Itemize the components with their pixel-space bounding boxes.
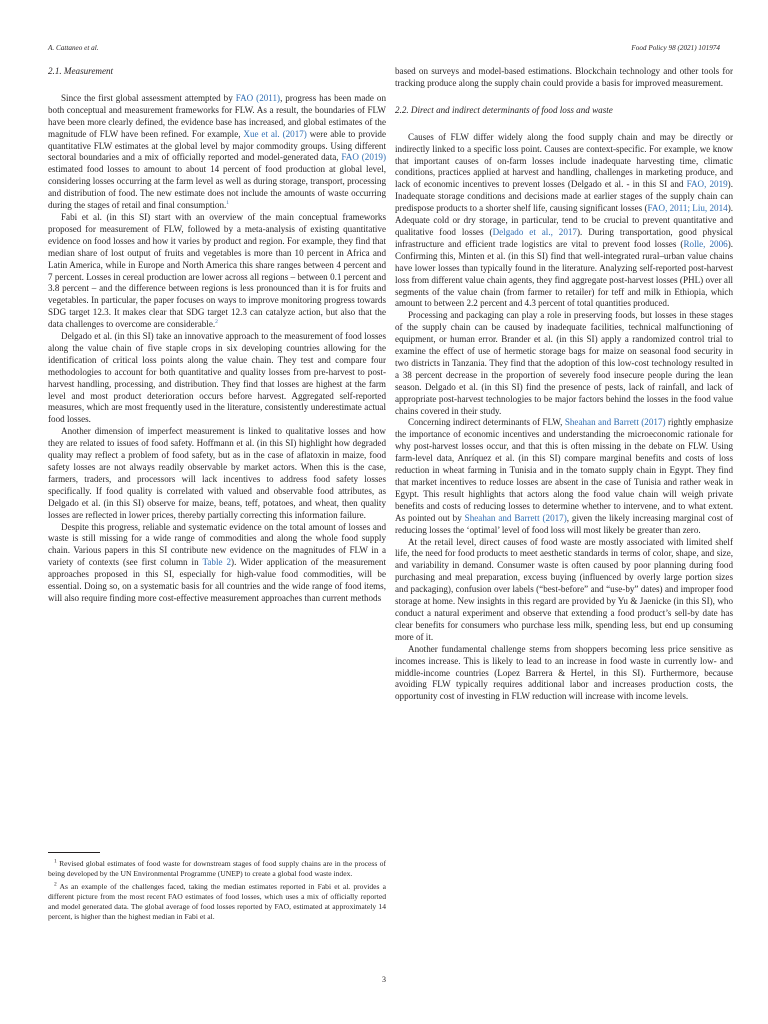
paragraph: Causes of FLW differ widely along the food supply chain and may be directly or indirectly linked to a specific loss point. Causes are context-specific. For example, we know that important causes of on-farm losses include inadequate harvesting time, climatic conditions, practices applied at harvest and handling, challenges in marketing produce, and lack of economic incentives to prevent losses (Delgado et al. - in this SI and FAO, 2019). Inadequate storage conditions and decisions made at earlier stages of the supply chain can predispose products to a shorter shelf life, causing significant losses (FAO, 2011; Liu, 2014). Adequate cold or dry storage, in particular, tend to be crucial to prevent quantitative and qualitative food losses (Delgado et al., 2017). During transportation, good physical infrastructure and efficient trade logistics are vital to prevent food losses (Rolle, 2006). Confirming this, Minten et al. (in this SI) find that well-integrated rural–urban value chains have lower losses than typically found in the literature. Analyzing self-reported post-harvest loss from different value chain agents, they find aggregate post-harvest losses (PHL) over all segments of the value chain (from farmer to retailer) for teff and milk in Ethiopia, which amount to between 2.2 percent and 4.3 percent of total quantities produced. — [395, 131, 734, 309]
left-column — [48, 66, 386, 605]
paragraph: Delgado et al. (in this SI) take an innovative approach to the measurement of food losses along the value chain of five staple crops in six developing countries allowing for the identification of critical loss points along the value chain. They test and compare four methodologies to account for both quantitative and quality losses from pre-harvest to post-harvest handling, processing, and distribution. They find that losses are highest at the farm level and most product deterioration occurs before harvest. Aggregated self-reported measures, which are most frequently used in the literature, consistently underestimate actual food losses. — [48, 331, 386, 425]
footnotes — [48, 852, 386, 925]
paragraph: Concerning indirect determinants of FLW, Sheahan and Barrett (2017) rightly emphasize the importance of economic incentives and understanding the microeconomic rationale for why post-harvest losses occur, and that this is often missing in the debate on FLW. Using farm-level data, Anríquez et al. (in this SI) compare marginal benefits and costs of loss reduction in wheat farming in Tunisia and in the tomato supply chain in Egypt. They find that market incentives to reduce losses are absent in the case of Tunisia and rather weak in Egypt. This result highlights that actors along the food value chain will weigh private benefits and costs of reducing losses to determine whether to intervene, and to what extent. As pointed out by Sheahan and Barrett (2017), given the likely increasing marginal cost of reducing losses the ‘optimal’ level of food loss will most likely be greater than zero. — [395, 417, 734, 535]
citation-link[interactable]: FAO (2011) — [235, 92, 281, 103]
citation-link[interactable]: Xue et al. (2017) — [243, 128, 307, 139]
citation-link[interactable]: Sheahan and Barrett (2017) — [564, 417, 666, 428]
paragraph: Despite this progress, reliable and systematic evidence on the total amount of losses and waste is still missing for a wide range of commodities and along the whole food supply chain. Various papers in this SI contribute new evidence on the magnitudes of FLW in a variety of contexts (see first column in Table 2). Wider application of the measurement approaches proposed in this SI, especially for high-value food commodities, will be essential. Doing so, on a systematic basis for all countries and the wide range of food items, will also require finding more cost-effective measurement approaches than current methods — [48, 521, 386, 603]
paragraph: Processing and packaging can play a role in preserving foods, but losses in these stages of the supply chain can be caused by inadequate facilities, technical malfunctioning of equipment, or human error. Brander et al. (in this SI) apply a randomized control trial to examine the effect of use of hermetic storage bags for maize on seasonal food security in two districts in Tanzania. They find that the adoption of this low-cost technology resulted in a 38 percent decrease in the proportion of severely food insecure people during the lean season. Delgado et al. (in this SI) find the presence of pests, lack of rainfall, and lack of appropriate post-harvest technologies to be major factors behind the losses in the food value chains covered in their study. — [395, 310, 733, 416]
paragraph: Another fundamental challenge stems from shoppers becoming less price sensitive as incomes increase. This is likely to lead to an increase in food waste in currently low- and middle-income countries (Lopez Barrera & Hertel, in this SI). Furthermore, because avoiding FLW typically requires additional labor and increases production costs, the opportunity cost of investing in FLW reduction will increase with income levels. — [395, 643, 733, 702]
citation-link[interactable]: Sheahan and Barrett (2017) — [464, 512, 567, 523]
citation-link[interactable]: Delgado et al., 2017 — [492, 226, 577, 237]
page-number: 3 — [382, 975, 386, 984]
paragraph: Fabi et al. (in this SI) start with an overview of the main conceptual frameworks proposed for measurement of FLW, followed by a meta-analysis of existing quantitative evidence on food losses and how it varies by product and region. For example, they find that median share of lost output of fruits and vegetables is more than 10 percent in Africa and Latin America, while in Europe and North America this share ranges between 4 percent and 7 percent. Losses in cereal production are lower across all regions – between 0.1 percent and 3.8 percent – and the difference between regions is less pronounced than it is for fruits and vegetables. In particular, the paper focuses on ways to improve monitoring progress towards SDG target 12.3. It makes clear that SDG target 12.3 can catalyze action, but also that the data challenges to overcome are considerable.$^2$ — [48, 211, 386, 330]
footnote-ref[interactable]: 2 — [215, 319, 218, 326]
paragraph: based on surveys and model-based estimations. Blockchain technology and other tools for tracking produce along the supply chain could provide a basis for improved measurement. — [395, 66, 733, 88]
right-column — [395, 66, 733, 703]
footnote-ref[interactable]: 1 — [226, 200, 230, 207]
table-link[interactable]: Table 2 — [202, 557, 232, 568]
footnote-rule — [48, 852, 100, 853]
paragraph: At the retail level, direct causes of food waste are mostly associated with limited shelf life, the need for food products to meet aesthetic standards in terms of color, shape, and size, and variability in demand. Consumer waste is often caused by poor planning during food purchasing and meal preparation, excess buying (influenced by overly large portion sizes and packaging), confusion over labels (“best-before” and “use-by” dates) and improper food storage at home. New insights in this regard are provided by Yu & Jaenicke (in this SI), who conduct a natural experiment and observe that extending a food product’s sell-by date has clear benefits for consumers who purchase less milk, spending less, but end up consuming more of it. — [395, 536, 733, 642]
paragraph: Since the first global assessment attempted by FAO (2011), progress has been made on both conceptual and measurement frameworks for FLW. As a result, the boundaries of FLW have been more clearly defined, the evidence base has increased, and global estimates of the magnitude of FLW have been refined. For example, Xue et al. (2017) were able to provide quantitative FLW estimates at the global level by major commodity groups. Using different sectoral boundaries and a mix of officially reported and model-generated data, FAO (2019) estimated food losses to amount to about 14 percent of food production at global level, considering losses occurring at the farm level as well as during storage, transport, processing and distribution of food. The new estimate does not include the amounts of waste occurring during the stages of retail and final consumption.$^1$ — [48, 92, 386, 211]
footnote: $^2$ As an example of the challenges faced, taking the median estimates reported in Fabi et al. provides a different picture from the most recent FAO estimates of food losses, which uses a mix of officially reported and model generated data. The global average of food losses reported by FAO, estimated at approximately 14 percent, is higher than the highest median in Fabi et al. — [48, 881, 386, 922]
running-header-authors: A. Cattaneo et al. — [48, 44, 99, 52]
section-title-determinants: 2.2. Direct and indirect determinants of food loss and waste — [395, 104, 613, 115]
section-title-measurement: 2.1. Measurement — [48, 66, 114, 76]
citation-link[interactable]: FAO (2019) — [341, 152, 386, 163]
footnote: $^1$ Revised global estimates of food waste for downstream stages of food supply chains are in the process of being developed by the UN Environmental Programme (UNEP) to create a global food waste index. — [48, 858, 386, 879]
citation-link[interactable]: FAO, 2019 — [686, 179, 728, 190]
citation-link[interactable]: FAO, 2011; Liu, 2014 — [647, 203, 728, 214]
paragraph: Another dimension of imperfect measurement is linked to qualitative losses and how they are related to issues of food safety. Hoffmann et al. (in this SI) highlight how degraded quality may reflect a problem of food safety, but as in the case of aflatoxin in maize, food safety losses are not always readily observable by market actors. When this is the case, farmers, traders, and processors will lack incentives to address food safety losses specifically. If food quality is correlated with valued and observable food attributes, as Delgado et al. (in this SI) observe for maize, beans, teff, potatoes, and wheat, then quality losses are reflected in lower prices, thereby partially correcting this information failure. — [48, 426, 386, 520]
citation-link[interactable]: Rolle, 2006 — [683, 238, 728, 249]
running-header-journal: Food Policy 98 (2021) 101974 — [631, 44, 720, 52]
